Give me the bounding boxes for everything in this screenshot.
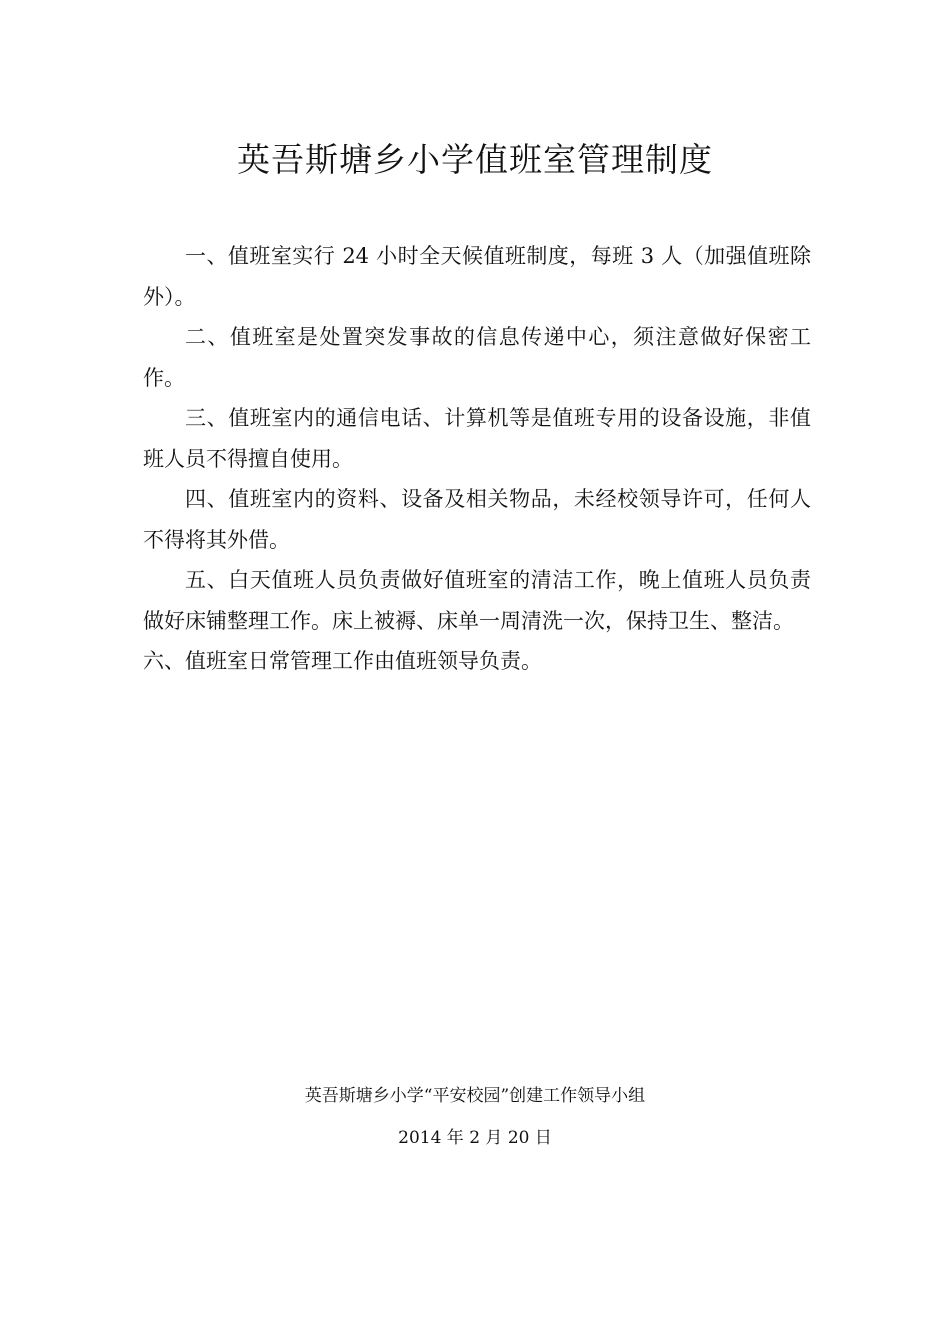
document-title: 英吾斯塘乡小学值班室管理制度 <box>237 140 713 179</box>
issuing-organization: 英吾斯塘乡小学“平安校园”创建工作领导小组 <box>304 1086 646 1106</box>
issue-date: 2014 年 2 月 20 日 <box>398 1128 552 1148</box>
rule-paragraph-1: 一、值班室实行 24 小时全天候值班制度，每班 3 人（加强值班除外）。 <box>143 244 811 309</box>
rule-paragraph-4: 四、值班室内的资料、设备及相关物品，未经校领导许可，任何人不得将其外借。 <box>143 487 811 552</box>
rule-paragraph-3: 三、值班室内的通信电话、计算机等是值班专用的设备设施，非值班人员不得擅自使用。 <box>143 406 811 471</box>
rule-paragraph-6: 六、值班室日常管理工作由值班领导负责。 <box>143 649 542 673</box>
rule-paragraph-5: 五、白天值班人员负责做好值班室的清洁工作，晚上值班人员负责做好床铺整理工作。床上被褥、床单一周清洗一次，保持卫生、整洁。 <box>143 568 811 633</box>
rule-paragraph-2: 二、值班室是处置突发事故的信息传递中心，须注意做好保密工作。 <box>143 325 811 390</box>
document-body <box>143 236 811 682</box>
